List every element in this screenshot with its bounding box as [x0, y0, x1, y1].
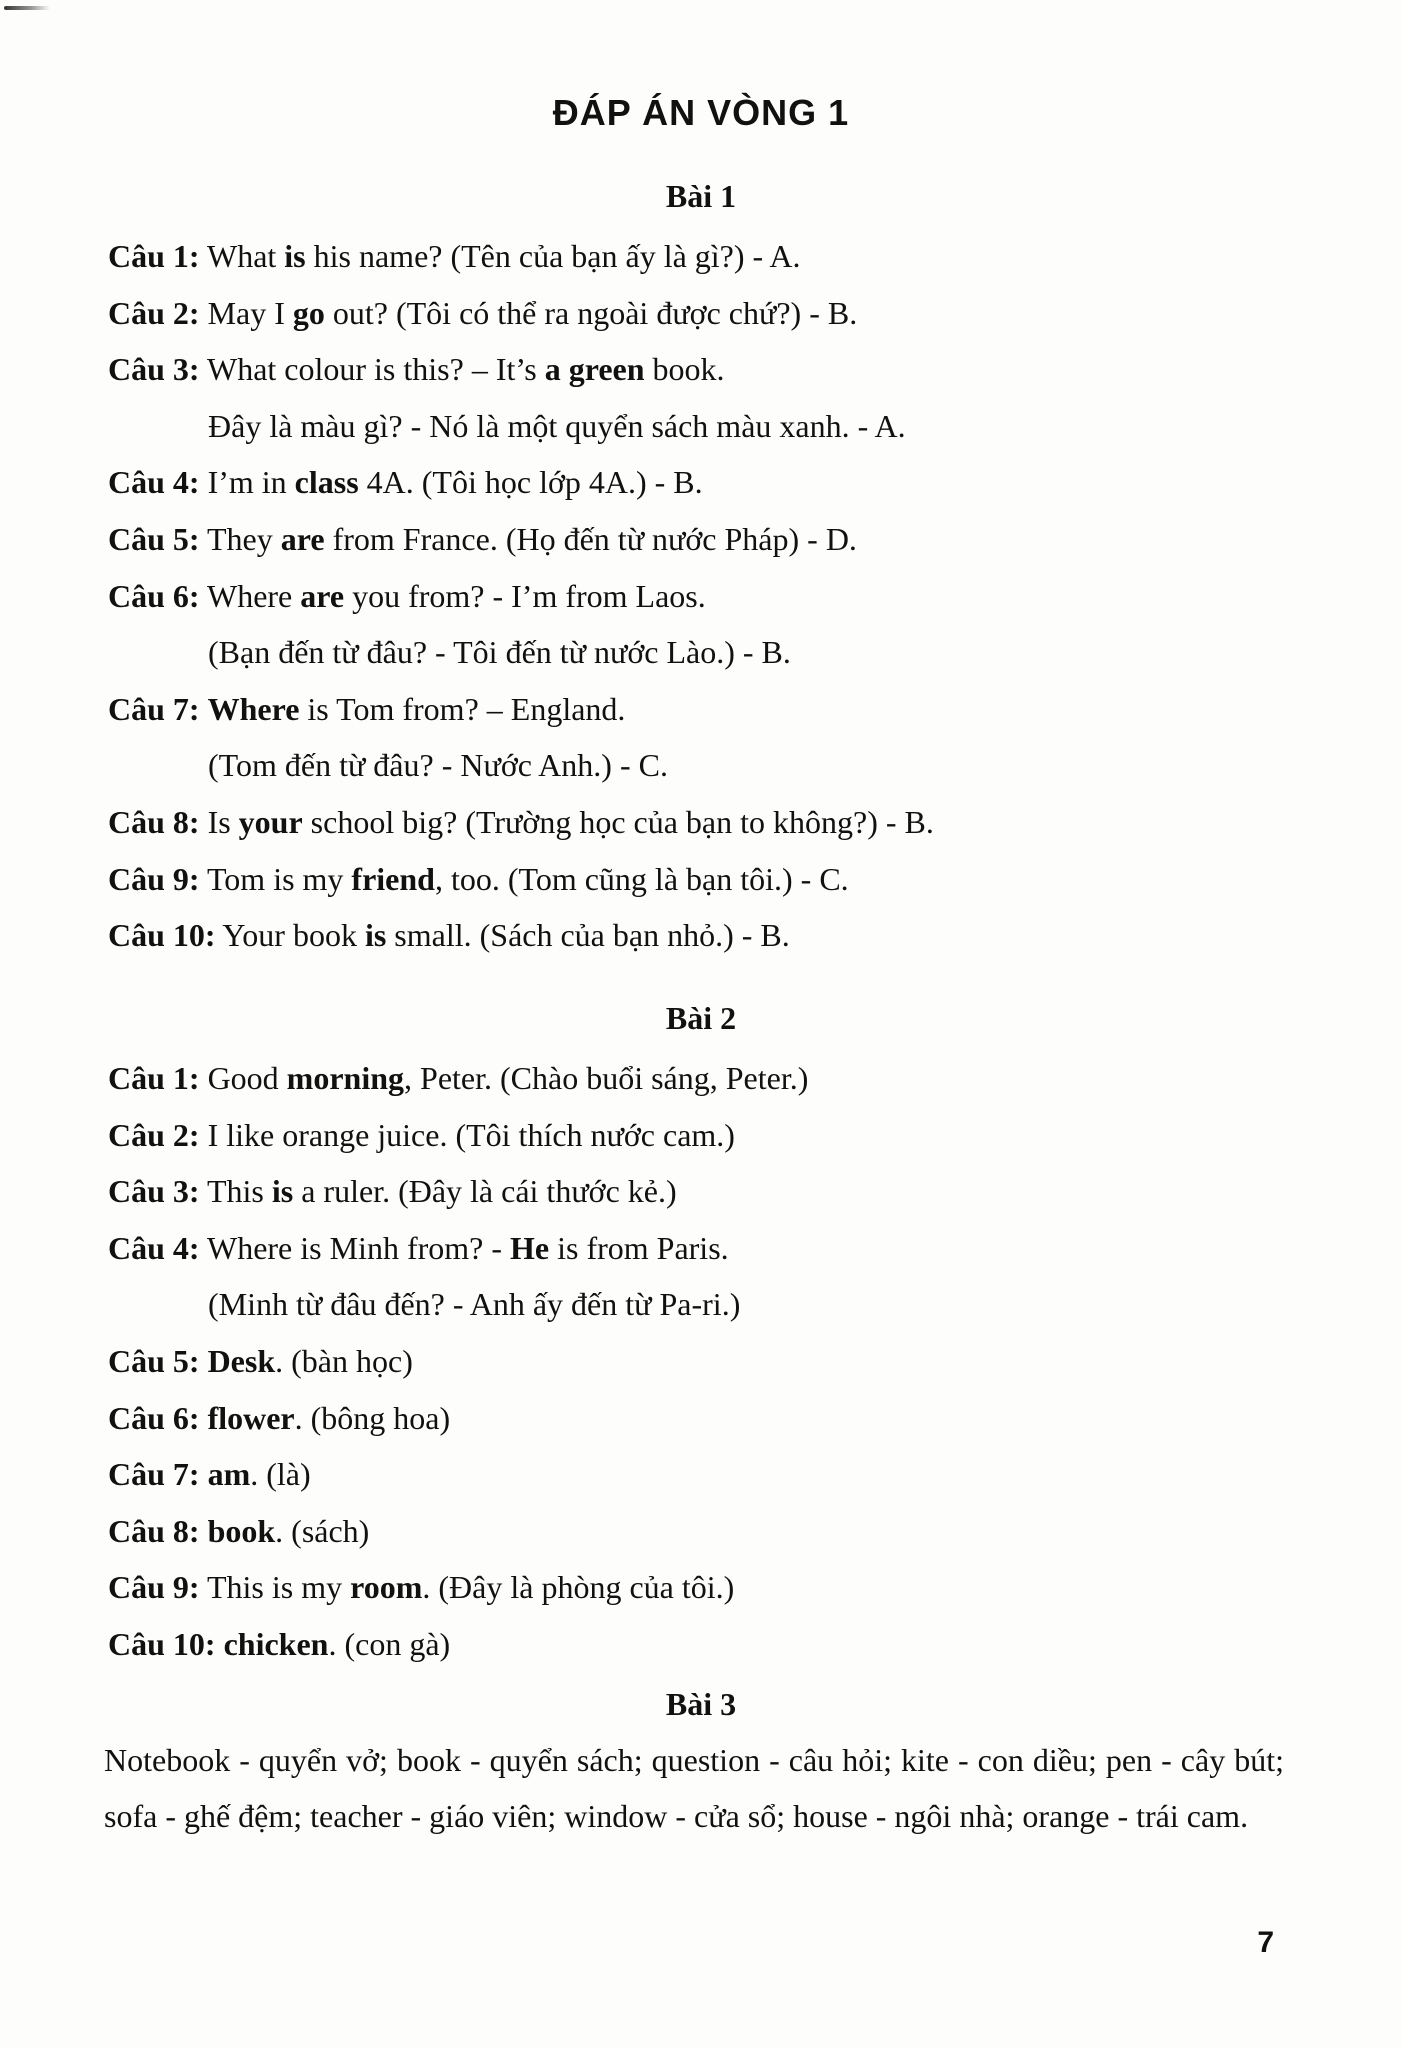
answer-keyword: Where: [207, 691, 300, 727]
answer-keyword: Desk: [207, 1343, 276, 1379]
answer-keyword: chicken: [223, 1626, 329, 1662]
answer-translation-line: [208, 745, 668, 785]
answer-text: Your book: [215, 917, 365, 953]
answer-text: [216, 1626, 224, 1662]
question-label: Câu 9:: [108, 861, 200, 897]
answer-text: from France. (Họ đến từ nước Pháp) - D.: [324, 521, 857, 557]
question-label: Câu 10:: [108, 1626, 216, 1662]
answer-text: Where is Minh from? -: [199, 1230, 510, 1266]
answer-line: [108, 1341, 413, 1381]
answer-text: I’m in: [199, 464, 295, 500]
question-label: Câu 7:: [108, 691, 200, 727]
question-label: Câu 9:: [108, 1569, 200, 1605]
answer-text: [200, 1400, 208, 1436]
question-label: Câu 7:: [108, 1456, 200, 1492]
answer-keyword: your: [238, 804, 303, 840]
question-label: Câu 6:: [108, 578, 200, 614]
answer-keyword: is: [284, 238, 306, 274]
answer-text: This is my: [199, 1569, 351, 1605]
answer-text: . (Đây là phòng của tôi.): [422, 1569, 735, 1605]
answer-text: I like orange juice. (Tôi thích nước cam.): [199, 1117, 735, 1153]
answer-text: What: [199, 238, 285, 274]
answer-line: [108, 462, 703, 502]
answer-text: book.: [644, 351, 725, 387]
answer-keyword: am: [207, 1456, 251, 1492]
answer-text: , too. (Tom cũng là bạn tôi.) - C.: [434, 861, 849, 897]
answer-line: [108, 1454, 311, 1494]
answer-text: This: [199, 1173, 272, 1209]
answer-text: . (sách): [275, 1513, 370, 1549]
answer-text: . (con gà): [328, 1626, 451, 1662]
answer-text: [200, 1343, 208, 1379]
answer-text: (Tom đến từ đâu? - Nước Anh.) - C.: [208, 747, 668, 783]
question-label: Câu 10:: [108, 917, 216, 953]
answer-text: Đây là màu gì? - Nó là một quyển sách màu xanh. - A.: [208, 408, 906, 444]
answer-text: 4A. (Tôi học lớp 4A.) - B.: [358, 464, 703, 500]
answer-text: . (là): [250, 1456, 311, 1492]
answer-line: [108, 1511, 369, 1551]
answer-line: [108, 236, 801, 276]
answer-text: you from? - I’m from Laos.: [344, 578, 706, 614]
answer-text: Tom is my: [199, 861, 352, 897]
question-label: Câu 8:: [108, 804, 200, 840]
answer-text: [200, 691, 208, 727]
section-heading: Bài 2: [665, 1000, 737, 1036]
answer-text: Is: [199, 804, 239, 840]
answer-line: [108, 1058, 808, 1098]
vocabulary-paragraph: Notebook - quyển vở; book - quyển sách; question - câu hỏi; kite - con diều; pen - cây bút; sofa - ghế đệm; teacher - giáo viên; window - cửa sổ; house - ngôi nhà; orange - trái cam.: [104, 1742, 1284, 1834]
answer-keyword: morning: [286, 1060, 405, 1096]
answer-keyword: a green: [544, 351, 645, 387]
answer-line: [108, 1567, 734, 1607]
answer-text: a ruler. (Đây là cái thước kẻ.): [293, 1173, 677, 1209]
answer-text: Where: [199, 578, 301, 614]
question-label: Câu 4:: [108, 464, 200, 500]
answer-text: small. (Sách của bạn nhỏ.) - B.: [386, 917, 790, 953]
answer-text: , Peter. (Chào buổi sáng, Peter.): [404, 1060, 809, 1096]
answer-text: school big? (Trường học của bạn to không?) - B.: [302, 804, 934, 840]
answer-line: [108, 1115, 735, 1155]
answer-line: [108, 349, 725, 389]
answer-keyword: are: [280, 521, 325, 557]
answer-translation-line: [208, 1284, 740, 1324]
page-title: ĐÁP ÁN VÒNG 1: [552, 92, 850, 133]
question-label: Câu 4:: [108, 1230, 200, 1266]
answer-keyword: go: [292, 295, 325, 331]
answer-text: out? (Tôi có thể ra ngoài được chứ?) - B.: [324, 295, 858, 331]
question-label: Câu 2:: [108, 1117, 200, 1153]
answer-text: May I: [199, 295, 293, 331]
answer-line: [108, 1624, 450, 1664]
answer-line: [108, 519, 857, 559]
question-label: Câu 2:: [108, 295, 200, 331]
question-label: Câu 1:: [108, 1060, 200, 1096]
answer-line: [108, 1228, 729, 1268]
answer-line: [108, 1398, 450, 1438]
question-label: Câu 5:: [108, 521, 200, 557]
answer-text: his name? (Tên của bạn ấy là gì?) - A.: [305, 238, 801, 274]
answer-line: [108, 293, 857, 333]
answer-text: They: [199, 521, 281, 557]
answer-text: What colour is this? – It’s: [199, 351, 545, 387]
answer-keyword: room: [350, 1569, 423, 1605]
answer-line: [108, 689, 625, 729]
answer-line: [108, 1171, 677, 1211]
answer-keyword: He: [510, 1230, 550, 1266]
answer-text: [200, 1513, 208, 1549]
answer-keyword: friend: [351, 861, 435, 897]
answer-translation-line: [208, 632, 791, 672]
question-label: Câu 8:: [108, 1513, 200, 1549]
scan-artifact: [4, 6, 50, 10]
answer-translation-line: [208, 406, 906, 446]
answer-text: (Minh từ đâu đến? - Anh ấy đến từ Pa-ri.): [208, 1286, 741, 1322]
question-label: Câu 3:: [108, 351, 200, 387]
question-label: Câu 5:: [108, 1343, 200, 1379]
answer-line: [108, 802, 934, 842]
page-number: 7: [1257, 1926, 1274, 1959]
answer-keyword: book: [207, 1513, 276, 1549]
answer-keyword: is: [364, 917, 387, 953]
section-heading: Bài 3: [665, 1686, 737, 1722]
question-label: Câu 3:: [108, 1173, 200, 1209]
answer-keyword: flower: [207, 1400, 295, 1436]
question-label: Câu 6:: [108, 1400, 200, 1436]
answer-text: is from Paris.: [549, 1230, 729, 1266]
answer-keyword: are: [300, 578, 345, 614]
answer-text: . (bàn học): [275, 1343, 413, 1379]
answer-text: . (bông hoa): [294, 1400, 451, 1436]
question-label: Câu 1:: [108, 238, 200, 274]
answer-line: [108, 915, 790, 955]
answer-line: [108, 576, 706, 616]
answer-text: (Bạn đến từ đâu? - Tôi đến từ nước Lào.) - B.: [208, 634, 791, 670]
answer-text: [200, 1456, 208, 1492]
answer-line: [108, 859, 849, 899]
answer-text: is Tom from? – England.: [299, 691, 626, 727]
section-heading: Bài 1: [665, 178, 737, 214]
answer-text: Good: [199, 1060, 287, 1096]
answer-keyword: class: [294, 464, 359, 500]
answer-keyword: is: [271, 1173, 294, 1209]
